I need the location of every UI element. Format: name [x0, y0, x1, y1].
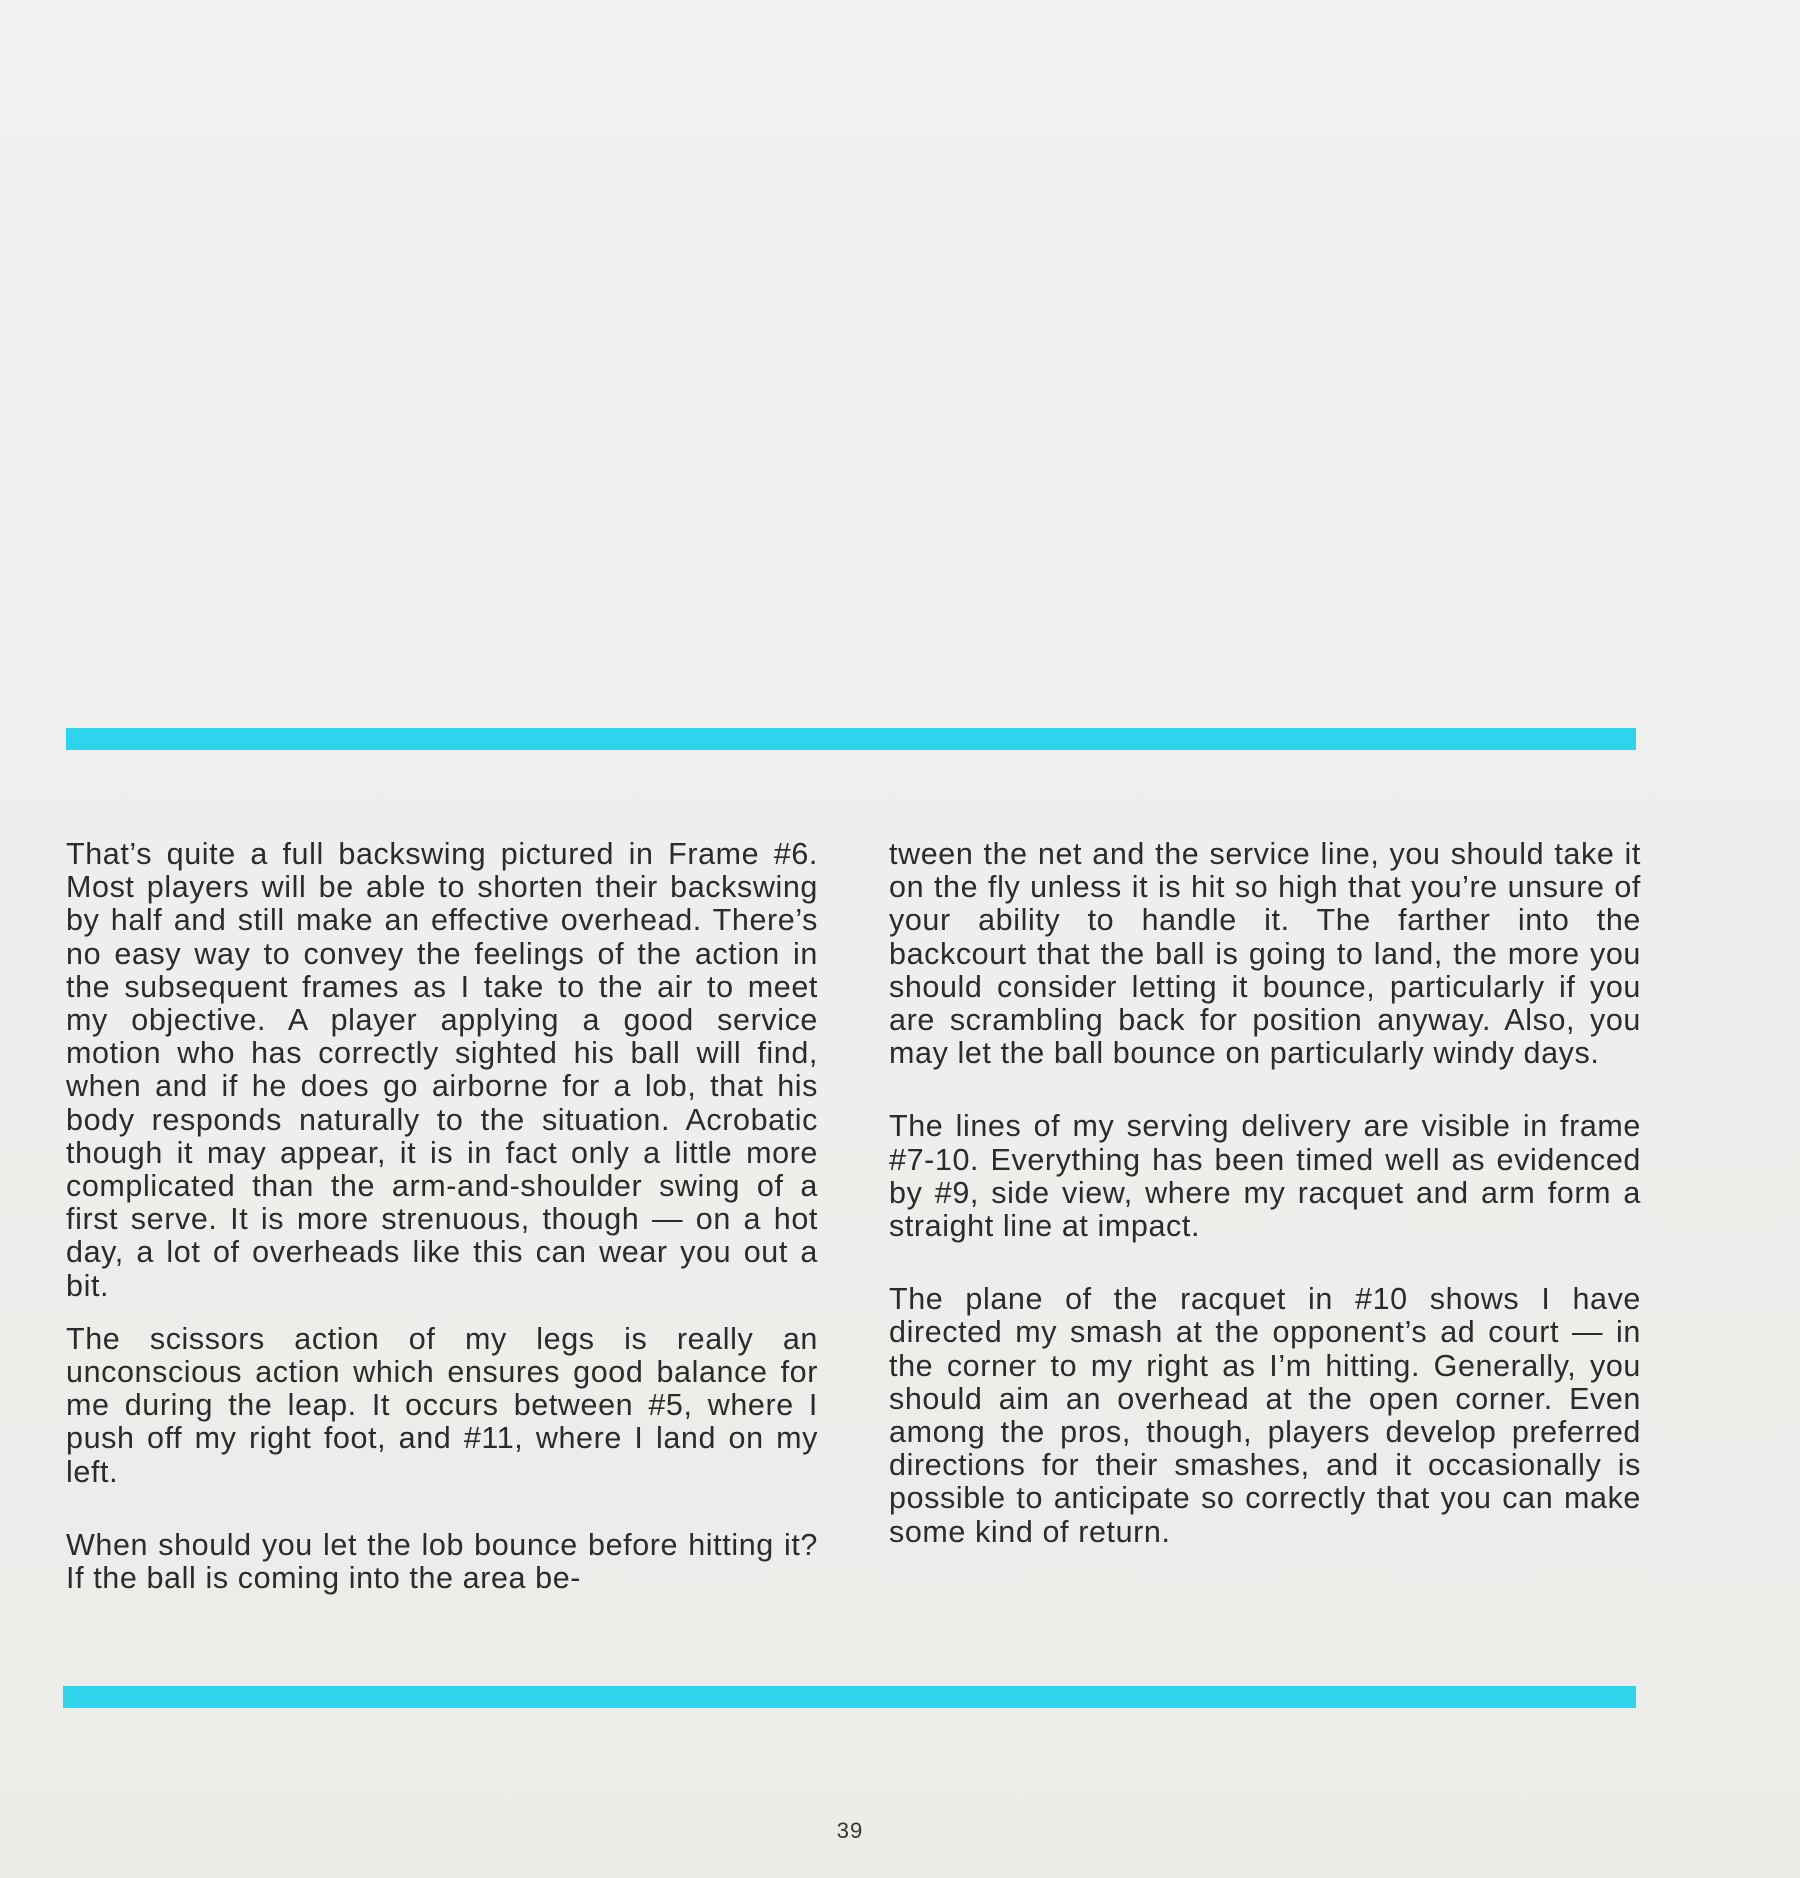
paragraph-lob-bounce-continued: tween the net and the service line, you should take it on the fly unless it is hit so high that you’re unsure of your ability to handle it. The farther into the backcourt that the ball is going to land, the more you should consider letting it bounce, particularly if you are scrambling back for position anyway. Also, you may let the ball bounce on particularly windy days.: [889, 837, 1641, 1071]
page-number: 39: [836, 1818, 864, 1843]
top-cyan-rule: [66, 728, 1636, 750]
bottom-cyan-rule: [63, 1686, 1636, 1708]
left-text-column: [66, 838, 818, 1595]
right-text-column: [889, 838, 1641, 1549]
paragraph-backswing: That’s quite a full backswing pictured in Frame #6. Most players will be able to shorten their backswing by half and still make an effective overhead. There’s no easy way to convey the feelings of the action in the subsequent frames as I take to the air to meet my objective. A player applying a good service motion who has correctly sighted his ball will find, when and if he does go airborne for a lob, that his body responds naturally to the situation. Acrobatic though it may appear, it is in fact only a little more complicated than the arm-and-shoulder swing of a first serve. It is more strenuous, though — on a hot day, a lot of overheads like this can wear you out a bit.: [66, 837, 818, 1303]
paragraph-lob-bounce-start: When should you let the lob bounce before hitting it? If the ball is coming into the area be-: [66, 1527, 818, 1596]
paragraph-racquet-plane: The plane of the racquet in #10 shows I have directed my smash at the opponent’s ad court — in the corner to my right as I’m hitting. Generally, you should aim an overhead at the open corner. Even among the pros, though, players develop preferred directions for their smashes, and it occasionally is possible to anticipate so correctly that you can make some kind of return.: [889, 1282, 1641, 1549]
paragraph-serving-delivery: The lines of my serving delivery are visible in frame #7-10. Everything has been timed well as evidenced by #9, side view, where my racquet and arm form a straight line at impact.: [889, 1109, 1641, 1244]
paragraph-scissors-action: The scissors action of my legs is really an unconscious action which ensures good balance for me during the leap. It occurs between #5, where I push off my right foot, and #11, where I land on my left.: [66, 1321, 818, 1489]
